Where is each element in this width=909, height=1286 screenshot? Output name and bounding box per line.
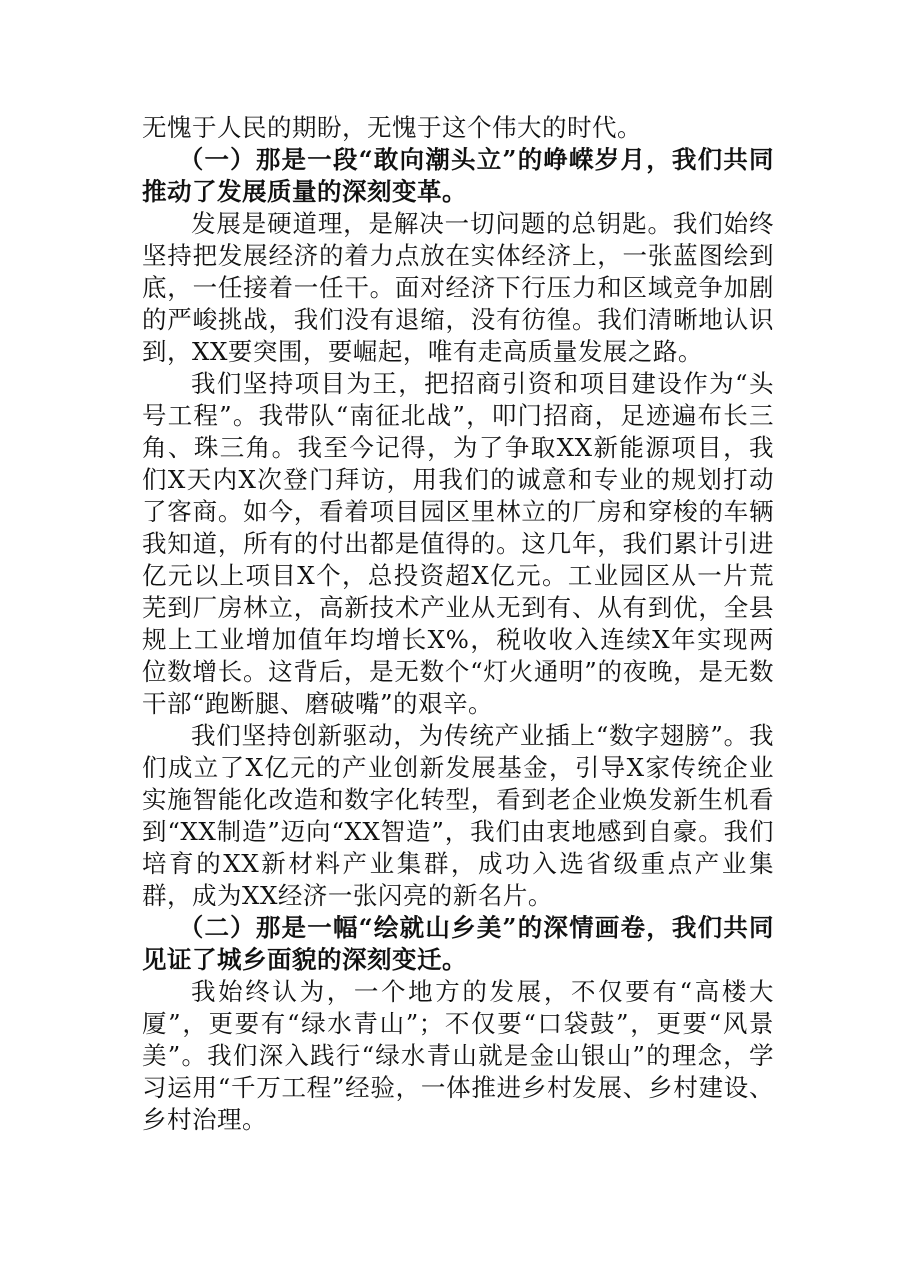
document-body xyxy=(142,112,774,1136)
body-paragraph: 无愧于人民的期盼，无愧于这个伟大的时代。 xyxy=(142,113,642,142)
body-paragraph: 我们坚持创新驱动，为传统产业插上“数字翅膀”。我们成立了X亿元的产业创新发展基金，引导X家传统企业实施智能化改造和数字化转型，看到老企业焕发新生机看到“XX制造”迈向“XX智造”，我们由衷地感到自豪。我们培育的XX新材料产业集群，成功入选省级重点产业集群，成为XX经济一张闪亮的新名片。 xyxy=(142,721,774,910)
body-paragraph: 我始终认为，一个地方的发展，不仅要有“高楼大厦”，更要有“绿水青山”；不仅要“口袋鼓”，更要“风景美”。我们深入践行“绿水青山就是金山银山”的理念，学习运用“千万工程”经验，一体推进乡村发展、乡村建设、乡村治理。 xyxy=(142,977,774,1134)
body-paragraph: 发展是硬道理，是解决一切问题的总钥匙。我们始终坚持把发展经济的着力点放在实体经济上，一张蓝图绘到底，一任接着一任干。面对经济下行压力和区域竞争加剧的严峻挑战，我们没有退缩，没有彷徨。我们清晰地认识到，XX要突围，要崛起，唯有走高质量发展之路。 xyxy=(142,209,774,366)
body-paragraph: 我们坚持项目为王，把招商引资和项目建设作为“头号工程”。我带队“南征北战”，叩门招商，足迹遍布长三角、珠三角。我至今记得，为了争取XX新能源项目，我们X天内X次登门拜访，用我们的诚意和专业的规划打动了客商。如今，看着项目园区里林立的厂房和穿梭的车辆我知道，所有的付出都是值得的。这几年，我们累计引进亿元以上项目X个，总投资超X亿元。工业园区从一片荒芜到厂房林立，高新技术产业从无到有、从有到优，全县规上工业增加值年均增长X%，税收收入连续X年实现两位数增长。这背后，是无数个“灯火通明”的夜晚，是无数干部“跑断腿、磨破嘴”的艰辛。 xyxy=(142,369,774,718)
section-heading-2: （二）那是一幅“绘就山乡美”的深情画卷，我们共同见证了城乡面貌的深刻变迁。 xyxy=(142,913,774,974)
section-heading-1: （一）那是一段“敢向潮头立”的峥嵘岁月，我们共同推动了发展质量的深刻变革。 xyxy=(142,145,774,206)
